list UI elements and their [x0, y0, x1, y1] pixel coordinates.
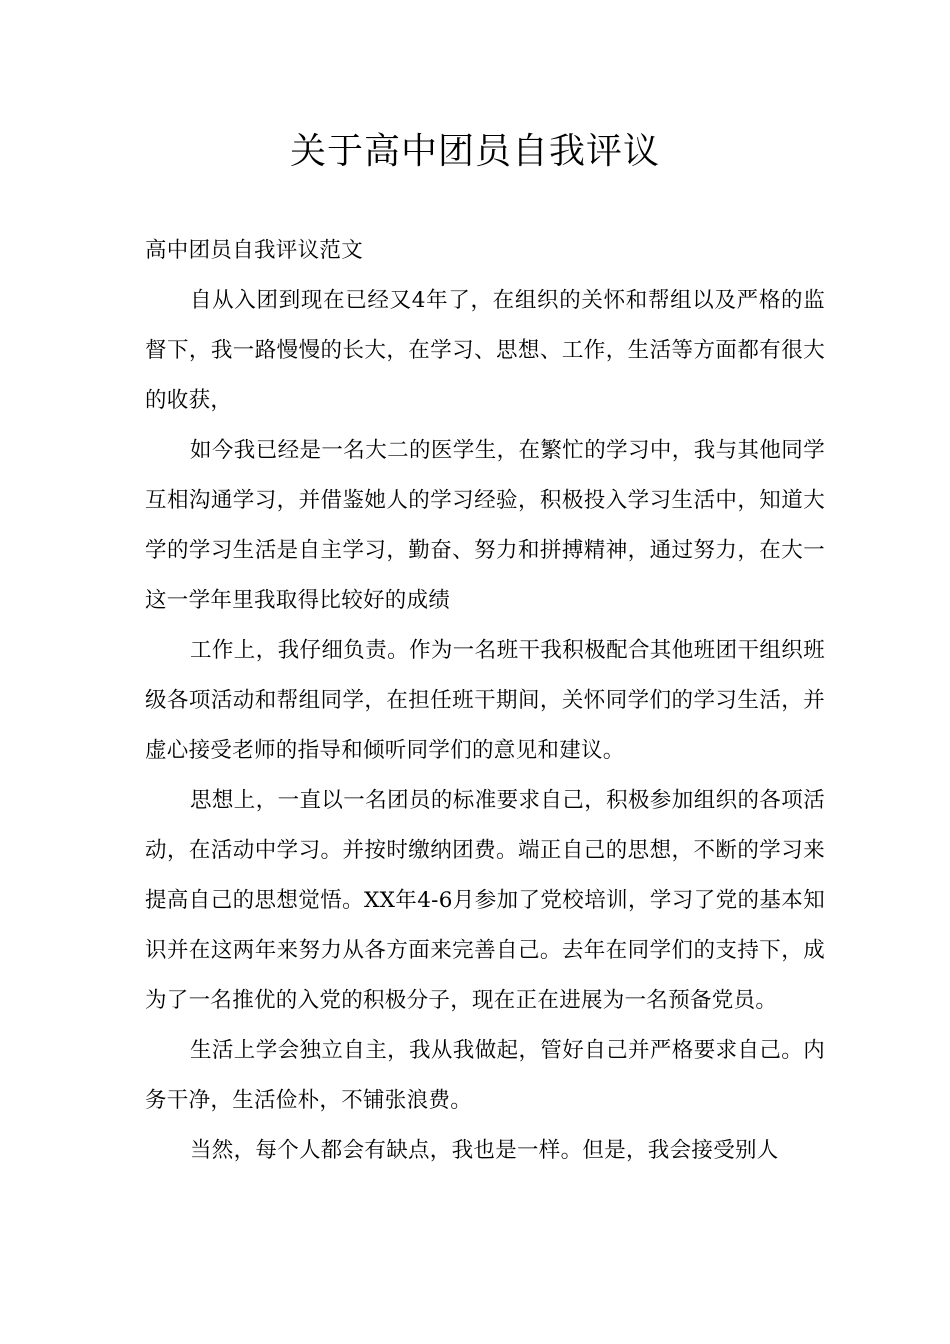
document-title: 关于高中团员自我评议	[289, 131, 660, 172]
paragraph-4: 思想上，一直以一名团员的标准要求自己，积极参加组织的各项活动，在活动中学习。并按时缴纳团费。端正自己的思想，不断的学习来提高自己的思想觉悟。XX年4-6月参加了党校培训，学习了党的基本知识并在这两年来努力从各方面来完善自己。去年在同学们的支持下，成为了一名推优的入党的积极分子，现在正在进展为一名预备党员。	[145, 788, 825, 1013]
document-subtitle: 高中团员自我评议范文	[145, 238, 364, 263]
paragraph-2: 如今我已经是一名大二的医学生，在繁忙的学习中，我与其他同学互相沟通学习，并借鉴她人的学习经验，积极投入学习生活中，知道大学的学习生活是自主学习，勤奋、努力和拼搏精神，通过努力，在大一这一学年里我取得比较好的成绩	[145, 438, 825, 613]
paragraph-3: 工作上，我仔细负责。作为一名班干我积极配合其他班团干组织班级各项活动和帮组同学，在担任班干期间，关怀同学们的学习生活，并虚心接受老师的指导和倾听同学们的意见和建议。	[145, 638, 825, 763]
paragraph-6: 当然，每个人都会有缺点，我也是一样。但是，我会接受别人	[190, 1138, 779, 1163]
paragraph-5: 生活上学会独立自主，我从我做起，管好自己并严格要求自己。内务干净，生活俭朴，不铺张浪费。	[145, 1038, 825, 1113]
paragraph-1: 自从入团到现在已经又4年了，在组织的关怀和帮组以及严格的监督下，我一路慢慢的长大，在学习、思想、工作，生活等方面都有很大的收获，	[145, 288, 825, 413]
document-body	[145, 226, 825, 1176]
